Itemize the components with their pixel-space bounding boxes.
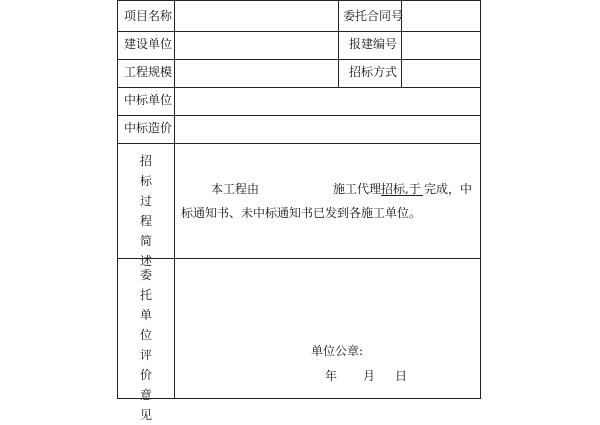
label-char: 价 [139, 368, 152, 382]
row-divider [118, 87, 480, 88]
project-name-label: 项目名称 [124, 9, 173, 23]
label-char: 述 [139, 254, 152, 268]
label-char: 意 [139, 388, 152, 402]
evaluation-label [118, 265, 174, 425]
bidding-method-label: 招标方式 [349, 65, 398, 79]
bidding-form [117, 0, 481, 422]
winning-bidder-label: 中标单位 [124, 93, 173, 107]
row-divider [118, 0, 480, 1]
label-char: 托 [139, 288, 152, 302]
label-char: 评 [139, 348, 152, 362]
label-char: 招 [139, 154, 152, 168]
middle-column-divider [338, 0, 339, 87]
label-char: 程 [139, 214, 152, 228]
process-summary-label [118, 151, 174, 271]
label-char: 单 [139, 308, 152, 322]
date-month-label: 月 [363, 369, 376, 383]
project-scale-label: 工程规模 [124, 65, 173, 79]
label-char: 委 [139, 268, 152, 282]
date-year-label: 年 [325, 369, 338, 383]
date-day-label: 日 [395, 369, 408, 383]
winning-price-label: 中标造价 [124, 121, 173, 135]
label-char: 见 [139, 408, 152, 422]
row-divider [118, 143, 480, 144]
completion-date-blank [381, 195, 423, 196]
label-column-divider [174, 0, 175, 399]
row-divider [118, 59, 480, 60]
contract-number-label: 委托合同号 [343, 9, 404, 23]
process-text-part1: 本工程由 [211, 182, 260, 196]
construction-unit-label: 建设单位 [124, 37, 173, 51]
row-divider [118, 31, 480, 32]
row-divider [118, 115, 480, 116]
unit-seal-label: 单位公章: [311, 344, 364, 358]
label-char: 标 [139, 174, 152, 188]
process-text-part2: 施工代理招标,于 [333, 182, 421, 196]
label-char: 位 [139, 328, 152, 342]
label-char: 简 [139, 234, 152, 248]
process-text-part3: 完成，中 [424, 182, 473, 196]
filing-number-label: 报建编号 [349, 37, 398, 51]
process-text-line2: 标通知书、未中标通知书已发到各施工单位。 [181, 206, 422, 220]
label-char: 过 [139, 194, 152, 208]
